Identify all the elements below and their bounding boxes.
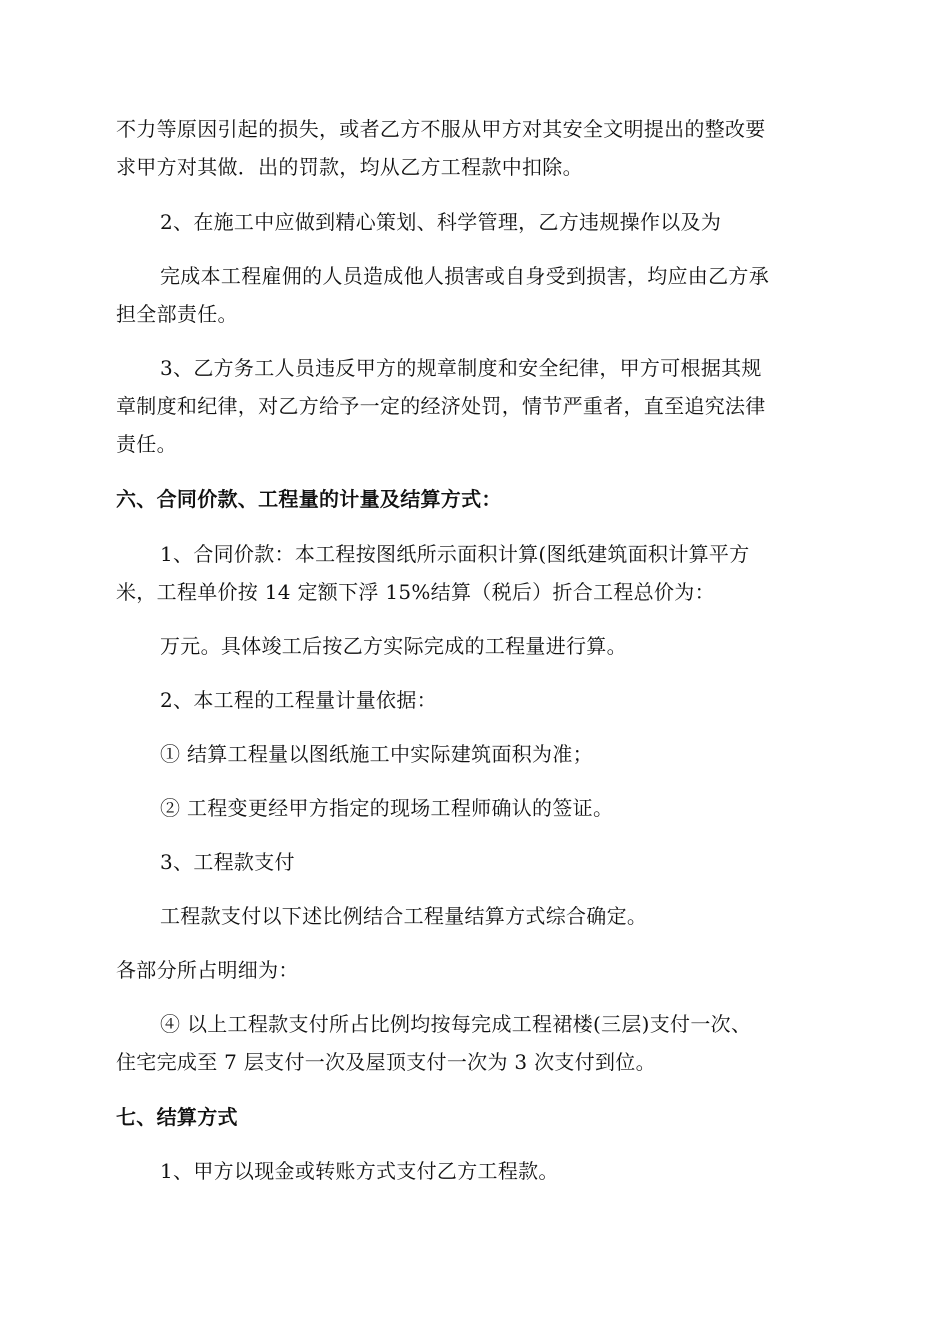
- text-line: ④ 以上工程款支付所占比例均按每完成工程裙楼(三层)支付一次、: [160, 1012, 752, 1036]
- text-line: 1、甲方以现金或转账方式支付乙方工程款。: [160, 1159, 559, 1183]
- text-line: 3、乙方务工人员违反甲方的规章制度和安全纪律，甲方可根据其规: [160, 356, 762, 380]
- text-line: 2、本工程的工程量计量依据：: [160, 688, 437, 712]
- section-heading: 七、结算方式: [116, 1105, 238, 1129]
- text-line: 3、工程款支付: [160, 850, 295, 874]
- text-line: 完成本工程雇佣的人员造成他人损害或自身受到损害，均应由乙方承: [160, 264, 769, 288]
- text-line: 责任。: [116, 432, 177, 456]
- text-line: 不力等原因引起的损失，或者乙方不服从甲方对其安全文明提出的整改要: [116, 117, 766, 141]
- text-line: 工程款支付以下述比例结合工程量结算方式综合确定。: [160, 904, 648, 928]
- text-line: 2、在施工中应做到精心策划、科学管理，乙方违规操作以及为: [160, 210, 722, 234]
- text-line: ① 结算工程量以图纸施工中实际建筑面积为准；: [160, 742, 593, 766]
- text-line: 1、合同价款：本工程按图纸所示面积计算(图纸建筑面积计算平方: [160, 542, 750, 566]
- text-line: 章制度和纪律，对乙方给予一定的经济处罚，情节严重者，直至追究法律: [116, 394, 766, 418]
- text-line: 担全部责任。: [116, 302, 238, 326]
- text-line: ② 工程变更经甲方指定的现场工程师确认的签证。: [160, 796, 614, 820]
- text-line: 住宅完成至 7 层支付一次及屋顶支付一次为 3 次支付到位。: [116, 1050, 656, 1074]
- text-line: 万元。具体竣工后按乙方实际完成的工程量进行算。: [160, 634, 627, 658]
- text-line: 求甲方对其做．出的罚款，均从乙方工程款中扣除。: [116, 155, 583, 179]
- text-line: 米，工程单价按 14 定额下浮 15%结算（税后）折合工程总价为：: [116, 580, 715, 604]
- section-heading: 六、合同价款、工程量的计量及结算方式：: [116, 487, 502, 511]
- text-line: 各部分所占明细为：: [116, 958, 299, 982]
